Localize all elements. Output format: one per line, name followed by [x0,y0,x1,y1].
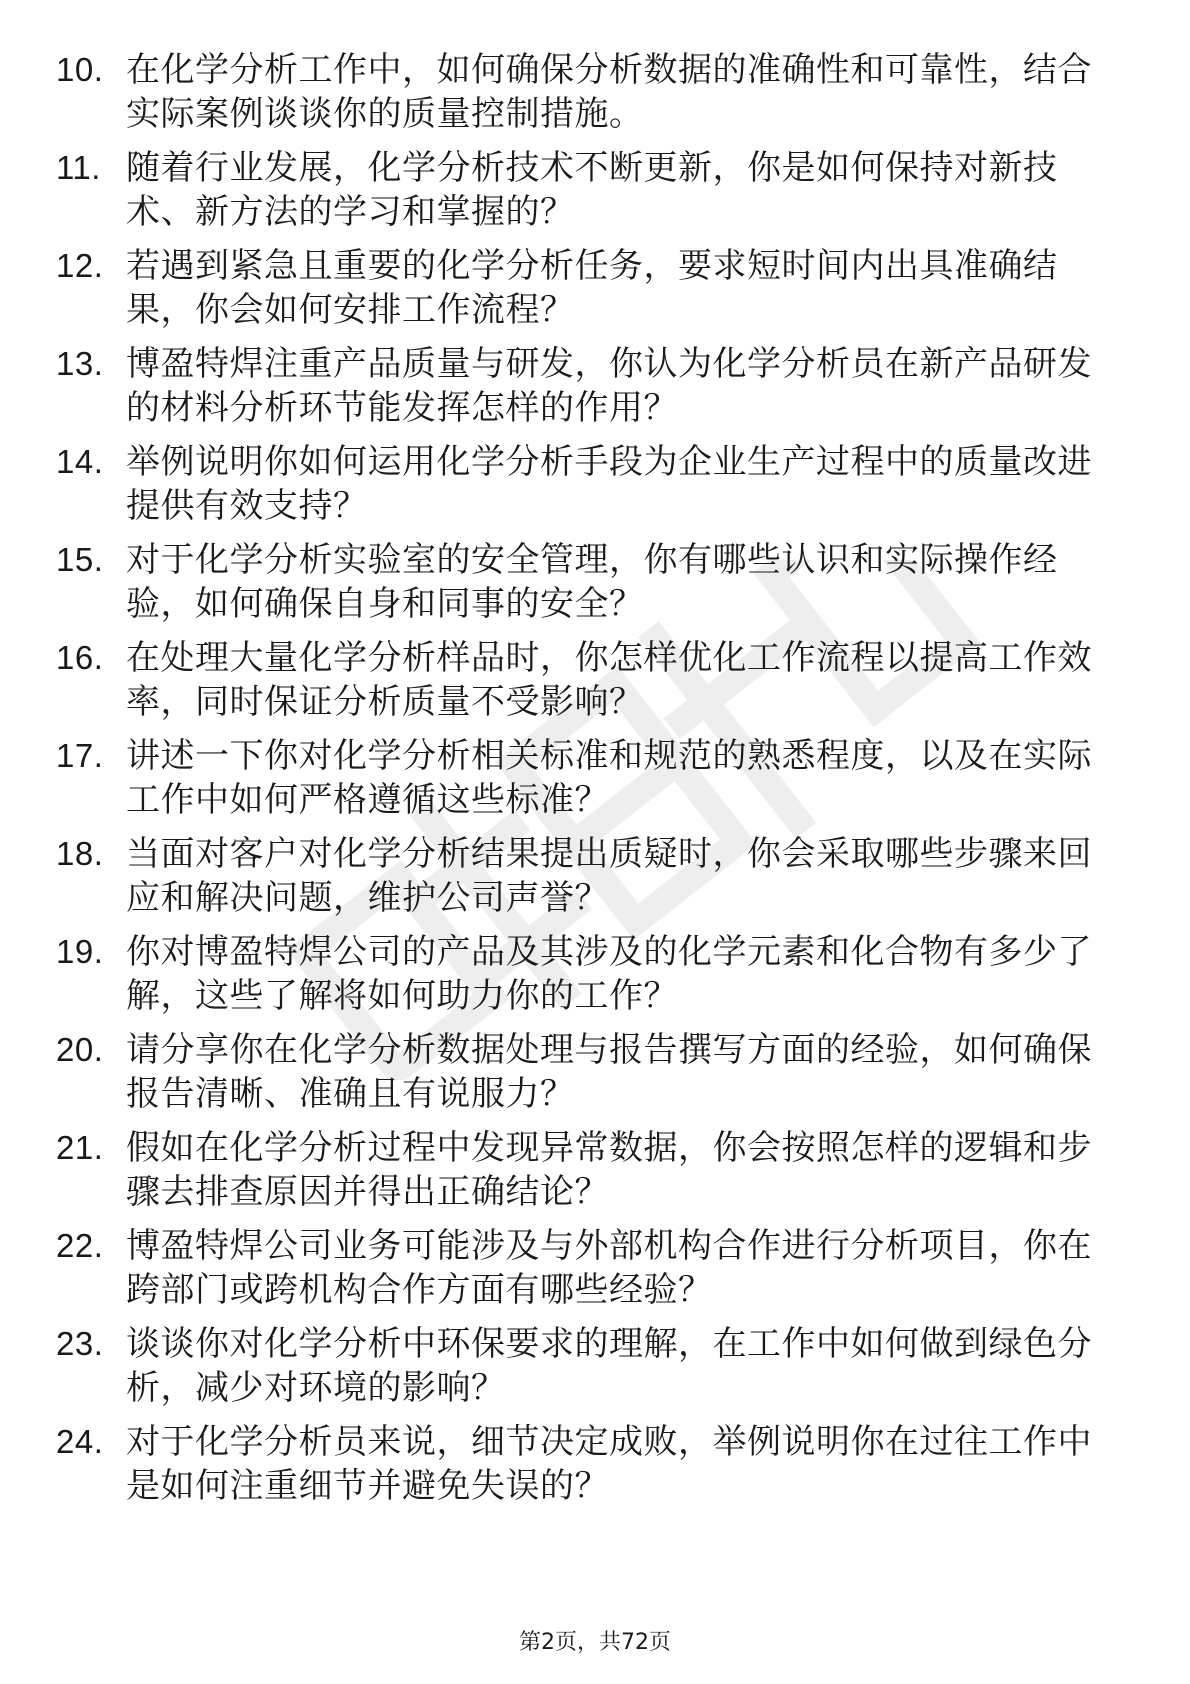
question-list [56,48,1126,1518]
list-item [56,440,1126,528]
list-item [56,1224,1126,1312]
question-text: 随着行业发展，化学分析技术不断更新，你是如何保持对新技术、新方法的学习和掌握的？ [126,148,1058,232]
list-item [56,48,1126,136]
question-text: 博盈特焊注重产品质量与研发，你认为化学分析员在新产品研发的材料分析环节能发挥怎样的作用？ [126,344,1092,428]
question-number: 11. [56,149,101,186]
question-text: 讲述一下你对化学分析相关标准和规范的熟悉程度，以及在实际工作中如何严格遵循这些标准？ [126,736,1092,820]
question-text: 举例说明你如何运用化学分析手段为企业生产过程中的质量改进提供有效支持？ [126,442,1092,526]
question-text: 请分享你在化学分析数据处理与报告撰写方面的经验，如何确保报告清晰、准确且有说服力？ [126,1030,1092,1114]
question-number: 14. [56,443,104,480]
question-text: 在化学分析工作中，如何确保分析数据的准确性和可靠性，结合实际案例谈谈你的质量控制措施。 [126,50,1092,134]
list-item [56,1126,1126,1214]
question-text: 对于化学分析员来说，细节决定成败，举例说明你在过往工作中是如何注重细节并避免失误的？ [126,1422,1092,1506]
question-number: 16. [56,639,104,676]
question-number: 24. [56,1423,104,1460]
question-text: 你对博盈特焊公司的产品及其涉及的化学元素和化合物有多少了解，这些了解将如何助力你的工作？ [126,932,1092,1016]
question-number: 18. [56,835,104,872]
question-number: 10. [56,51,104,88]
question-number: 19. [56,933,104,970]
question-text: 在处理大量化学分析样品时，你怎样优化工作流程以提高工作效率，同时保证分析质量不受影响？ [126,638,1092,722]
question-number: 13. [56,345,104,382]
list-item [56,1322,1126,1410]
question-text: 博盈特焊公司业务可能涉及与外部机构合作进行分析项目，你在跨部门或跨机构合作方面有哪些经验？ [126,1226,1092,1310]
list-item [56,832,1126,920]
list-item [56,1420,1126,1508]
question-number: 22. [56,1227,104,1264]
question-text: 若遇到紧急且重要的化学分析任务，要求短时间内出具准确结果，你会如何安排工作流程？ [126,246,1058,330]
question-text: 当面对客户对化学分析结果提出质疑时，你会采取哪些步骤来回应和解决问题，维护公司声誉？ [126,834,1092,918]
list-item [56,146,1126,234]
question-number: 12. [56,247,104,284]
question-text: 谈谈你对化学分析中环保要求的理解，在工作中如何做到绿色分析，减少对环境的影响？ [126,1324,1092,1408]
list-item [56,930,1126,1018]
question-number: 21. [56,1129,104,1166]
list-item [56,636,1126,724]
list-item [56,538,1126,626]
question-number: 17. [56,737,104,774]
question-number: 15. [56,541,104,578]
question-text: 假如在化学分析过程中发现异常数据，你会按照怎样的逻辑和步骤去排查原因并得出正确结论？ [126,1128,1092,1212]
list-item [56,244,1126,332]
list-item [56,342,1126,430]
question-number: 20. [56,1031,104,1068]
list-item [56,734,1126,822]
question-text: 对于化学分析实验室的安全管理，你有哪些认识和实际操作经验，如何确保自身和同事的安全？ [126,540,1058,624]
list-item [56,1028,1126,1116]
page-footer: 第2页，共72页 [519,1630,671,1655]
question-number: 23. [56,1325,104,1362]
